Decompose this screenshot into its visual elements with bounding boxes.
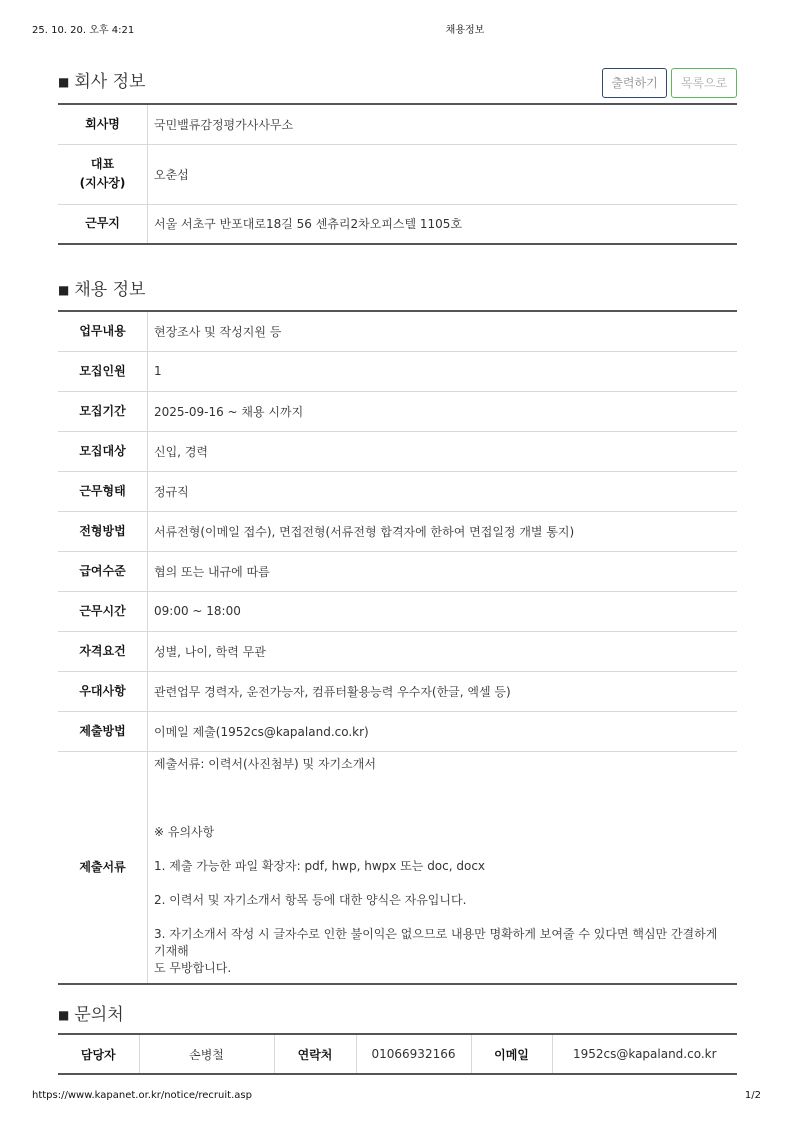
company-info-table bbox=[58, 103, 737, 245]
table-row bbox=[58, 144, 737, 204]
section-title-recruit: ■ 채용 정보 bbox=[58, 280, 146, 300]
section-title-company: ■ 회사 정보 bbox=[58, 72, 146, 92]
email-label: 이메일 bbox=[471, 1034, 552, 1074]
table-row bbox=[58, 204, 737, 244]
row-value: 오춘섭 bbox=[148, 144, 738, 204]
table-row bbox=[58, 351, 737, 391]
table-row bbox=[58, 104, 737, 144]
row-value: 현장조사 및 작성지원 등 bbox=[148, 311, 738, 351]
recruit-info-table bbox=[58, 310, 737, 985]
row-label: 급여수준 bbox=[58, 551, 148, 591]
manager-label: 담당자 bbox=[80, 1047, 116, 1062]
print-datetime: 25. 10. 20. 오후 4:21 bbox=[32, 25, 135, 36]
manager-value: 손병철 bbox=[139, 1034, 274, 1074]
row-label: 모집대상 bbox=[58, 431, 148, 471]
list-button[interactable]: 목록으로 bbox=[671, 68, 737, 98]
row-label: 회사명 bbox=[58, 104, 148, 144]
row-value: 2025-09-16 ~ 채용 시까지 bbox=[148, 391, 738, 431]
row-label: 대표 (지사장) bbox=[58, 144, 148, 204]
row-label: 제출방법 bbox=[58, 711, 148, 751]
print-url: https://www.kapanet.or.kr/notice/recruit.asp bbox=[32, 1090, 252, 1101]
row-label: 제출서류 bbox=[58, 751, 148, 984]
row-label: 전형방법 bbox=[58, 511, 148, 551]
row-value: 09:00 ~ 18:00 bbox=[148, 591, 738, 631]
row-value: 이메일 제출(1952cs@kapaland.co.kr) bbox=[148, 711, 738, 751]
table-row bbox=[58, 1034, 737, 1074]
row-value: 서류전형(이메일 접수), 면접전형(서류전형 합격자에 한하여 면접일정 개별 통지) bbox=[148, 511, 738, 551]
table-row bbox=[58, 711, 737, 751]
print-title: 채용정보 bbox=[445, 25, 485, 36]
square-bullet-icon: ■ bbox=[58, 75, 70, 89]
row-value: 1 bbox=[148, 351, 738, 391]
table-row bbox=[58, 671, 737, 711]
row-label: 모집기간 bbox=[58, 391, 148, 431]
table-row bbox=[58, 311, 737, 351]
row-value: 서울 서초구 반포대로18길 56 센츄리2차오피스텔 1105호 bbox=[148, 204, 738, 244]
row-label: 근무형태 bbox=[58, 471, 148, 511]
table-row bbox=[58, 751, 737, 984]
row-value: 제출서류: 이력서(사진첨부) 및 자기소개서 ※ 유의사항 1. 제출 가능한 파일 확장자: pdf, hwp, hwpx 또는 doc, docx 2. 이력서 및 자기소개서 항목 등에 대한 양식은 자유입니다. 3. 자기소개서 작성 시 글자수로 인한 불이익은 없으므로 내용만 명확하게 보여줄 수 있다면 핵심만 간결하게 기재해 도 무방합니다. bbox=[148, 751, 738, 984]
row-label: 자격요건 bbox=[58, 631, 148, 671]
row-label: 우대사항 bbox=[58, 671, 148, 711]
square-bullet-icon: ■ bbox=[58, 283, 70, 297]
row-label: 업무내용 bbox=[58, 311, 148, 351]
row-label: 모집인원 bbox=[58, 351, 148, 391]
row-label: 근무지 bbox=[58, 204, 148, 244]
row-value: 국민밸류감정평가사사무소 bbox=[148, 104, 738, 144]
section-title-contact: ■ 문의처 bbox=[58, 1005, 124, 1025]
table-row bbox=[58, 431, 737, 471]
table-row bbox=[58, 471, 737, 511]
row-label: 근무시간 bbox=[58, 591, 148, 631]
page-number: 1/2 bbox=[744, 1090, 761, 1101]
row-value: 정규직 bbox=[148, 471, 738, 511]
table-row bbox=[58, 511, 737, 551]
table-row bbox=[58, 391, 737, 431]
email-value: 1952cs@kapaland.co.kr bbox=[552, 1034, 737, 1074]
phone-value: 01066932166 bbox=[356, 1034, 471, 1074]
table-row bbox=[58, 591, 737, 631]
phone-label: 연락처 bbox=[274, 1034, 356, 1074]
row-value: 성별, 나이, 학력 무관 bbox=[148, 631, 738, 671]
row-value: 협의 또는 내규에 따름 bbox=[148, 551, 738, 591]
square-bullet-icon: ■ bbox=[58, 1008, 70, 1022]
row-value: 관련업무 경력자, 운전가능자, 컴퓨터활용능력 우수자(한글, 엑셀 등) bbox=[148, 671, 738, 711]
print-button[interactable]: 출력하기 bbox=[602, 68, 667, 98]
row-value: 신입, 경력 bbox=[148, 431, 738, 471]
contact-table bbox=[58, 1033, 737, 1075]
table-row bbox=[58, 551, 737, 591]
table-row bbox=[58, 631, 737, 671]
